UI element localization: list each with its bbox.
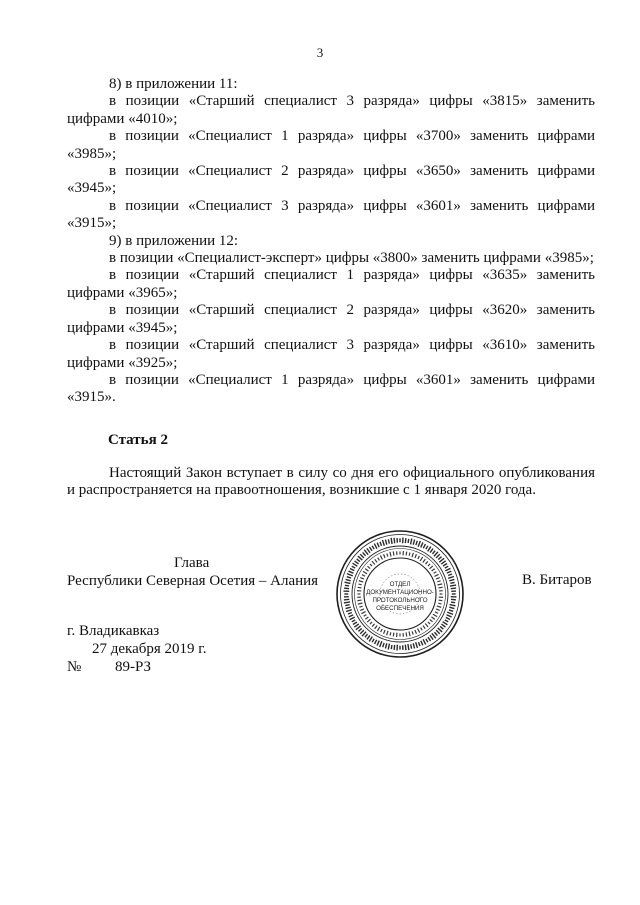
annex11-item: в позиции «Старший специалист 3 разряда» цифры «3815» заменить цифрами «4010»;: [67, 93, 595, 127]
seal-lettering-mark: [425, 545, 428, 549]
seal-lettering-mark: [437, 580, 441, 582]
seal-lettering-mark: [388, 539, 390, 544]
official-seal: [333, 527, 467, 661]
seal-lettering-mark: [372, 638, 375, 642]
seal-lettering-mark: [415, 642, 418, 648]
seal-lettering-mark: [358, 602, 363, 604]
seal-lettering-mark: [444, 566, 448, 569]
seal-lettering-mark: [448, 576, 454, 579]
seal-lettering-mark: [407, 539, 409, 543]
seal-lettering-mark: [418, 642, 421, 646]
seal-text: ДОКУМЕНТАЦИОННО-: [366, 589, 434, 596]
seal-lettering-mark: [363, 571, 368, 575]
seal-lettering-mark: [364, 634, 368, 638]
seal-lettering-mark: [367, 566, 371, 569]
seal-lettering-mark: [377, 557, 380, 560]
annex12-item: в позиции «Специалист-эксперт» цифры «3800» заменить цифрами «3985»;: [109, 250, 594, 267]
seal-lettering-mark: [359, 606, 363, 608]
seal-lettering-mark: [361, 611, 366, 614]
seal-lettering-mark: [450, 582, 455, 584]
seal-lettering-mark: [436, 577, 440, 580]
seal-lettering-mark: [365, 568, 369, 571]
seal-lettering-mark: [374, 559, 377, 563]
annex12-item: в позиции «Старший специалист 3 разряда» цифры «3610» заменить цифрами «3925»;: [67, 337, 595, 371]
seal-lettering-mark: [390, 538, 392, 544]
seal-lettering-mark: [434, 632, 438, 636]
seal-text: ОТДЕЛ: [389, 581, 411, 588]
seal-lettering-mark: [451, 596, 457, 598]
seal-lettering-mark: [396, 645, 398, 651]
seal-lettering-mark: [393, 551, 395, 555]
seal-lettering-mark: [449, 609, 454, 612]
seal-lettering-mark: [396, 633, 398, 637]
article-text: Настоящий Закон вступает в силу со дня его официального опубликования и распространяется на правоотношения, возникшие с 1 января 2020 года.: [67, 465, 595, 499]
seal-lettering-mark: [357, 596, 361, 597]
seal-lettering-mark: [440, 593, 443, 594]
seal-lettering-mark: [393, 538, 395, 544]
seal-lettering-mark: [439, 596, 443, 598]
seal-lettering-mark: [405, 632, 407, 636]
law-number-row: [67, 658, 207, 676]
seal-lettering-mark: [351, 566, 355, 569]
seal-lettering-mark: [429, 565, 433, 569]
seal-lettering-mark: [452, 593, 456, 594]
seal-lettering-mark: [360, 577, 364, 580]
seal-lettering-mark: [402, 537, 404, 543]
seal-lettering-mark: [393, 645, 395, 650]
annex12-heading: 9) в приложении 12:: [109, 232, 239, 249]
seal-lettering-mark: [439, 590, 443, 591]
seal-lettering-mark: [417, 556, 420, 560]
city: г. Владикавказ: [67, 623, 160, 639]
seal-lettering-mark: [402, 645, 404, 650]
seal-lettering-mark: [438, 603, 441, 605]
seal-lettering-mark: [451, 590, 456, 592]
seal-lettering-mark: [369, 547, 373, 552]
seal-lettering-mark: [411, 553, 414, 558]
seal-lettering-mark: [345, 585, 349, 587]
seal-lettering-mark: [422, 625, 425, 629]
seal-lettering-mark: [348, 570, 354, 573]
seal-lettering-mark: [433, 614, 438, 618]
seal-lettering-mark: [380, 555, 383, 560]
annex12-item: в позиции «Старший специалист 1 разряда» цифры «3635» заменить цифрами «3965»;: [67, 267, 595, 301]
annex12-item: в позиции «Старший специалист 2 разряда» цифры «3620» заменить цифрами «3945»;: [67, 302, 595, 336]
seal-lettering-mark: [367, 619, 371, 623]
seal-lettering-mark: [413, 539, 416, 544]
seal-lettering-mark: [374, 625, 377, 629]
number-sign: №: [67, 659, 82, 675]
seal-lettering-mark: [385, 539, 388, 544]
seal-lettering-mark: [431, 616, 435, 619]
seal-lettering-mark: [383, 630, 386, 634]
seal-lettering-mark: [346, 609, 352, 612]
seal-lettering-mark: [425, 561, 428, 565]
seal-lettering-mark: [380, 629, 383, 633]
seal-lettering-mark: [362, 552, 366, 556]
seal-lettering-mark: [377, 542, 380, 547]
seal-lettering-mark: [448, 573, 452, 576]
seal-lettering-mark: [447, 571, 452, 574]
seal-lettering-mark: [449, 604, 455, 607]
seal-lettering-mark: [399, 538, 400, 542]
seal-lettering-mark: [432, 550, 436, 554]
seal-lettering-mark: [370, 564, 373, 567]
seal-lettering-mark: [406, 552, 408, 556]
seal-lettering-mark: [396, 538, 398, 543]
seal-lettering-mark: [451, 601, 455, 603]
seal-lettering-mark: [399, 634, 400, 637]
seal-lettering-mark: [447, 611, 453, 615]
seal-lettering-mark: [446, 614, 452, 617]
seal-lettering-mark: [450, 584, 456, 586]
seal-lettering-mark: [405, 645, 407, 651]
seal-lettering-mark: [374, 639, 377, 644]
seal-lettering-mark: [347, 573, 353, 577]
seal-lettering-mark: [431, 568, 435, 571]
seal-lettering-mark: [423, 544, 426, 549]
seal-lettering-mark: [413, 643, 416, 648]
seal-lettering-mark: [356, 558, 360, 562]
seal-lettering-mark: [428, 622, 431, 625]
annex11-heading: 8) в приложении 11:: [109, 76, 238, 92]
seal-lettering-mark: [344, 587, 349, 589]
seal-lettering-mark: [428, 564, 431, 567]
annex12-item: в позиции «Специалист 1 разряда» цифры «3601» заменить цифрами «3915».: [67, 371, 595, 406]
seal-lettering-mark: [414, 554, 417, 558]
seal-lettering-mark: [420, 641, 423, 646]
seal-lettering-mark: [383, 554, 386, 558]
article-body: [67, 465, 595, 500]
seal-lettering-mark: [379, 542, 382, 546]
seal-lettering-mark: [449, 579, 454, 582]
seal-lettering-mark: [420, 542, 423, 548]
seal-lettering-mark: [345, 607, 350, 610]
law-date: 27 декабря 2019 г.: [92, 641, 207, 657]
seal-lettering-mark: [347, 576, 352, 579]
seal-lettering-mark: [350, 568, 355, 571]
seal-text: ПРОТОКОЛЬНОГО: [372, 597, 428, 604]
seal-lettering-mark: [359, 580, 364, 583]
seal-lettering-mark: [379, 641, 383, 647]
seal-lettering-mark: [386, 553, 388, 557]
seal-lettering-mark: [388, 643, 391, 649]
seal-lettering-mark: [449, 607, 454, 610]
seal-lettering-mark: [376, 640, 379, 646]
seal-lettering-mark: [440, 626, 444, 630]
seal-lettering-mark: [405, 538, 407, 543]
seal-lettering-mark: [345, 579, 350, 582]
seal-lettering-mark: [345, 604, 350, 606]
seal-lettering-mark: [344, 582, 350, 585]
seal-lettering-mark: [402, 633, 403, 637]
seal-lettering-mark: [402, 551, 404, 555]
page-number: 3: [316, 45, 324, 60]
seal-lettering-mark: [371, 561, 375, 565]
seal-lettering-mark: [407, 644, 409, 650]
seal-lettering-mark: [344, 596, 349, 598]
seal-lettering-mark: [427, 637, 431, 642]
seal-lettering-mark: [348, 612, 352, 615]
seal-lettering-mark: [399, 646, 400, 650]
law-number: 89-РЗ: [115, 659, 152, 675]
seal-lettering-mark: [358, 593, 361, 594]
seal-lettering-mark: [358, 587, 362, 589]
seal-lettering-mark: [386, 631, 389, 636]
seal-lettering-mark: [444, 619, 448, 622]
seal-lettering-mark: [425, 623, 429, 627]
seal-lettering-mark: [393, 633, 395, 637]
seal-lettering-mark: [382, 540, 385, 546]
seal-lettering-mark: [389, 552, 391, 557]
seal-lettering-mark: [437, 605, 442, 608]
seal-lettering-mark: [415, 541, 418, 546]
signatory-name: В. Битаров: [522, 572, 592, 588]
annex11-item: в позиции «Специалист 1 разряда» цифры «3700» заменить цифрами «3985»;: [67, 128, 595, 162]
seal-lettering-mark: [420, 627, 423, 630]
seal-lettering-mark: [370, 622, 373, 625]
seal-lettering-mark: [362, 574, 366, 577]
seal-lettering-mark: [425, 638, 428, 642]
seal-lettering-mark: [438, 556, 442, 560]
seal-lettering-mark: [429, 619, 433, 622]
seal-lettering-mark: [391, 645, 393, 649]
seal-lettering-mark: [410, 538, 413, 544]
annex11-item: в позиции «Специалист 2 разряда» цифры «3650» заменить цифрами «3945»;: [67, 163, 595, 197]
signatory-title-line2: Республики Северная Осетия – Алания: [67, 573, 319, 589]
seal-lettering-mark: [358, 628, 362, 632]
seal-lettering-mark: [348, 614, 353, 617]
seal-lettering-mark: [385, 643, 388, 648]
seal-lettering-mark: [360, 608, 364, 611]
annex11-item: в позиции «Специалист 3 разряда» цифры «3601» заменить цифрами «3915»;: [67, 197, 595, 232]
seal-lettering-mark: [422, 559, 425, 563]
seal-lettering-mark: [420, 557, 424, 562]
amendments-text: [67, 76, 595, 407]
seal-lettering-mark: [353, 621, 358, 625]
seal-lettering-mark: [365, 616, 369, 619]
seal-lettering-mark: [439, 600, 443, 602]
seal-lettering-mark: [417, 541, 421, 547]
seal-lettering-mark: [357, 599, 361, 601]
seal-lettering-mark: [399, 552, 400, 555]
seal-lettering-mark: [396, 551, 397, 555]
seal-lettering-mark: [389, 632, 391, 635]
seal-lettering-mark: [417, 628, 420, 633]
seal-lettering-mark: [412, 631, 414, 635]
seal-lettering-mark: [344, 601, 350, 603]
seal-lettering-mark: [344, 593, 348, 594]
seal-lettering-mark: [372, 545, 375, 549]
seal-lettering-mark: [372, 623, 375, 627]
seal-lettering-mark: [382, 643, 385, 648]
signatory-title-line1: Глава: [174, 555, 210, 571]
seal-lettering-mark: [363, 614, 366, 617]
seal-lettering-mark: [433, 571, 436, 574]
seal-lettering-mark: [351, 619, 355, 622]
article-title: Статья 2: [108, 432, 168, 448]
seal-lettering-mark: [436, 608, 440, 611]
seal-lettering-mark: [434, 574, 439, 577]
seal-lettering-mark: [377, 627, 381, 632]
place-date-number: [67, 622, 207, 676]
seal-lettering-mark: [451, 599, 456, 601]
seal-lettering-mark: [451, 587, 457, 589]
seal-lettering-mark: [358, 583, 361, 585]
seal-lettering-mark: [443, 563, 448, 567]
seal-lettering-mark: [438, 587, 442, 589]
seal-text: ОБЕСПЕЧЕНИЯ: [376, 605, 424, 612]
seal-lettering-mark: [343, 590, 349, 592]
seal-lettering-mark: [414, 630, 417, 634]
seal-lettering-mark: [445, 617, 450, 620]
seal-lettering-mark: [344, 599, 350, 601]
seal-lettering-mark: [357, 590, 361, 592]
seal-lettering-mark: [435, 611, 439, 614]
seal-lettering-mark: [410, 644, 412, 649]
seal-lettering-mark: [408, 631, 410, 636]
seal-lettering-mark: [409, 552, 411, 555]
seal-lettering-mark: [437, 583, 442, 585]
